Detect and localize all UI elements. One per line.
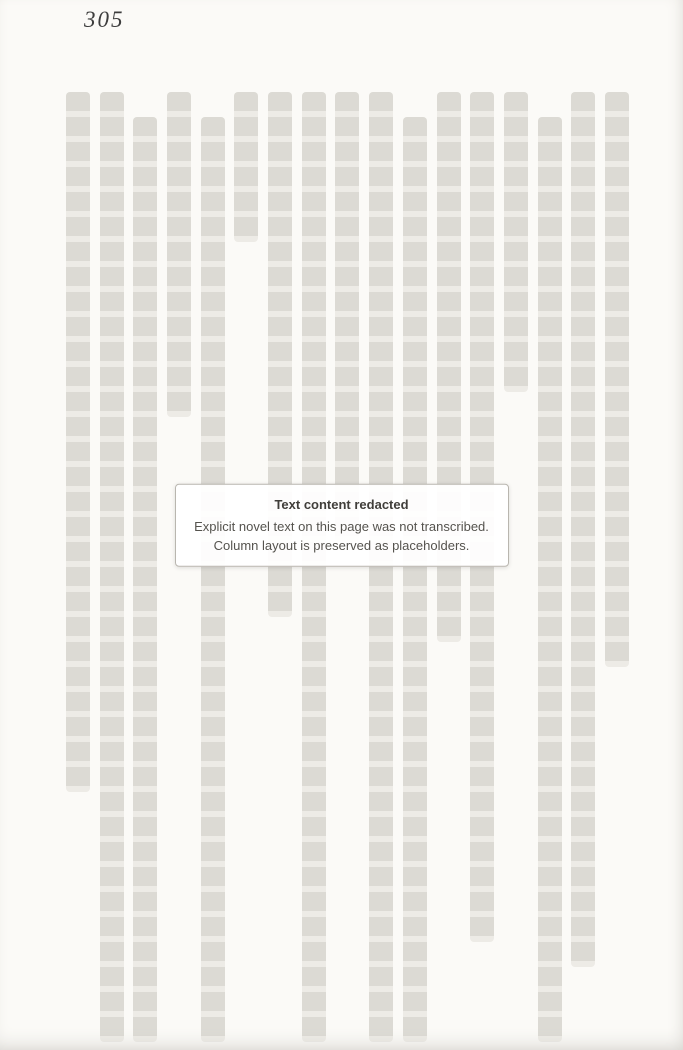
redacted-text-column bbox=[369, 92, 393, 1042]
redaction-note-title: Text content redacted bbox=[274, 496, 409, 512]
redacted-text-column bbox=[66, 92, 90, 792]
redacted-text-column bbox=[538, 117, 562, 1042]
redacted-text-column bbox=[133, 117, 157, 1042]
redacted-text-column bbox=[167, 92, 191, 417]
redacted-text-column bbox=[605, 92, 629, 667]
redaction-note bbox=[175, 484, 509, 567]
redacted-text-column bbox=[302, 92, 326, 1042]
redaction-note-body: Explicit novel text on this page was not transcribed. Column layout is preserved as placeholders. bbox=[194, 518, 489, 553]
redacted-text-column bbox=[403, 117, 427, 1042]
redacted-text-column bbox=[100, 92, 124, 1042]
redacted-text-column bbox=[234, 92, 258, 242]
redacted-text-column bbox=[504, 92, 528, 392]
redacted-text-column bbox=[571, 92, 595, 967]
page-number: 305 bbox=[84, 7, 125, 32]
redacted-text-column bbox=[201, 117, 225, 1042]
redacted-text-column bbox=[335, 92, 359, 542]
